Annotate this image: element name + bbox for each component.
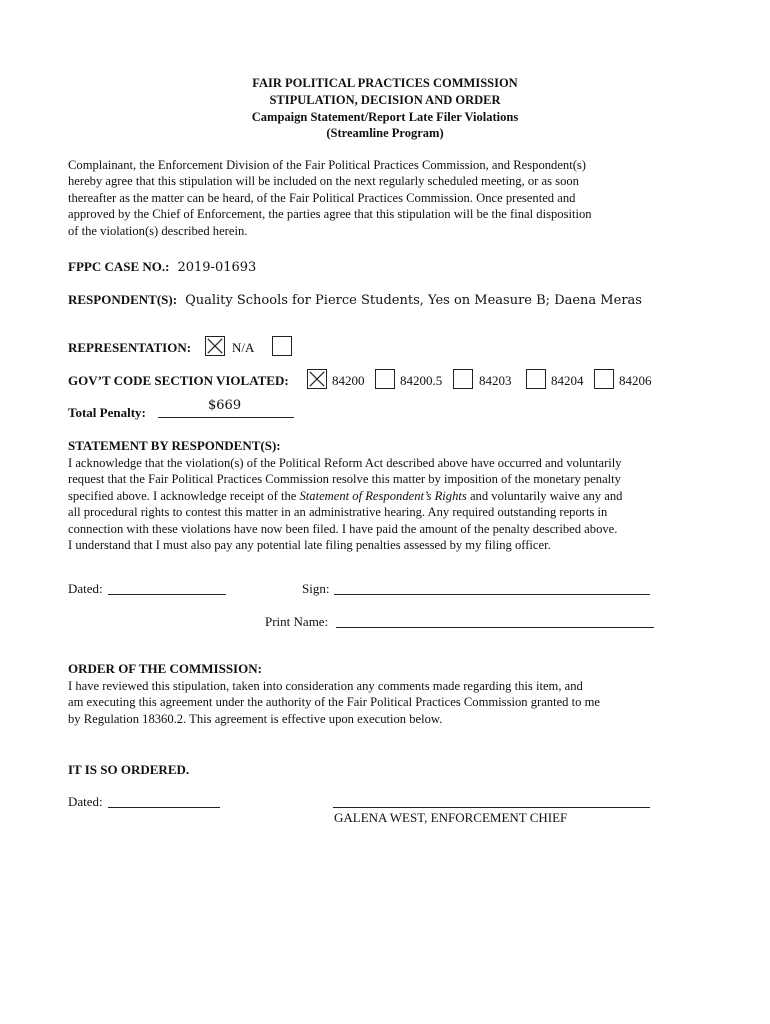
respondent-dated-field[interactable] bbox=[108, 594, 226, 595]
code-84200-5-label: 84200.5 bbox=[400, 373, 443, 388]
code-84203-label: 84203 bbox=[479, 373, 512, 388]
chief-signature-line[interactable] bbox=[333, 807, 650, 808]
header-program: (Streamline Program) bbox=[326, 126, 444, 140]
order-heading: ORDER OF THE COMMISSION: bbox=[68, 661, 262, 676]
code-84206-label: 84206 bbox=[619, 373, 652, 388]
intro-line: Complainant, the Enforcement Division of the Fair Political Practices Commission, and Respondent(s) bbox=[68, 158, 587, 172]
header-title: FAIR POLITICAL PRACTICES COMMISSION bbox=[252, 76, 518, 90]
so-ordered-text: IT IS SO ORDERED. bbox=[68, 762, 190, 777]
statement-heading: STATEMENT BY RESPONDENT(S): bbox=[68, 438, 281, 453]
respondent-print-name-label: Print Name: bbox=[265, 614, 329, 629]
total-penalty-label: Total Penalty: bbox=[68, 405, 146, 420]
case-number-value[interactable]: 2019-01693 bbox=[177, 260, 257, 275]
header-subtitle: STIPULATION, DECISION AND ORDER bbox=[269, 93, 501, 107]
intro-paragraph bbox=[68, 157, 688, 239]
statement-line3-pre: specified above. I acknowledge receipt of the bbox=[68, 488, 300, 503]
case-number-label: FPPC CASE NO.: bbox=[68, 259, 170, 274]
checkmark-x-icon bbox=[308, 370, 326, 388]
respondent-sign-label: Sign: bbox=[302, 581, 330, 596]
statement-paragraph bbox=[68, 455, 688, 553]
checkmark-x-icon bbox=[206, 337, 224, 355]
code-84200-label: 84200 bbox=[332, 373, 365, 388]
intro-line: of the violation(s) described herein. bbox=[68, 223, 248, 238]
statement-line: I acknowledge that the violation(s) of the Political Reform Act described above have occurred and voluntarily bbox=[68, 456, 622, 470]
code-84206-checkbox[interactable] bbox=[594, 369, 614, 389]
statement-line: I understand that I must also pay any potential late filing penalties assessed by my filing officer. bbox=[68, 538, 551, 553]
statement-line bbox=[68, 488, 688, 504]
statement-rights-title: Statement of Respondent’s Rights bbox=[299, 488, 467, 503]
representation-other-checkbox[interactable] bbox=[272, 336, 292, 356]
respondent-value[interactable]: Quality Schools for Pierce Students, Yes on Measure B; Daena Meras bbox=[185, 293, 642, 308]
representation-na-label: N/A bbox=[232, 340, 255, 355]
statement-line: all procedural rights to contest this matter in an administrative hearing. Any required outstanding reports in bbox=[68, 505, 608, 520]
order-dated-label: Dated: bbox=[68, 794, 103, 809]
respondent-print-name-field[interactable] bbox=[336, 627, 654, 628]
intro-line: approved by the Chief of Enforcement, the parties agree that this stipulation will be the final disposition bbox=[68, 207, 592, 222]
statement-line3-post: and voluntarily waive any and bbox=[466, 488, 623, 503]
order-line: I have reviewed this stipulation, taken into consideration any comments made regarding this item, and bbox=[68, 679, 583, 693]
representation-label: REPRESENTATION: bbox=[68, 340, 192, 355]
respondent-dated-label: Dated: bbox=[68, 581, 103, 596]
order-line: am executing this agreement under the authority of the Fair Political Practices Commission granted to me bbox=[68, 695, 600, 710]
respondent-row bbox=[68, 291, 642, 309]
total-penalty-underline bbox=[158, 417, 294, 418]
total-penalty-value[interactable]: $669 bbox=[208, 398, 242, 413]
intro-line: hereby agree that this stipulation will be included on the next regularly scheduled meeting, or as soon bbox=[68, 174, 579, 189]
code-84204-label: 84204 bbox=[551, 373, 584, 388]
order-line: by Regulation 18360.2. This agreement is effective upon execution below. bbox=[68, 711, 443, 726]
chief-name: GALENA WEST, ENFORCEMENT CHIEF bbox=[334, 810, 568, 825]
code-84200-checkbox[interactable] bbox=[307, 369, 327, 389]
case-number-row bbox=[68, 258, 256, 276]
order-dated-field[interactable] bbox=[108, 807, 220, 808]
code-section-label: GOV’T CODE SECTION VIOLATED: bbox=[68, 373, 289, 388]
code-84204-checkbox[interactable] bbox=[526, 369, 546, 389]
statement-line: request that the Fair Political Practices Commission resolve this matter by imposition of the monetary penalty bbox=[68, 472, 621, 487]
header-type: Campaign Statement/Report Late Filer Violations bbox=[251, 110, 519, 124]
intro-line: thereafter as the matter can be heard, of the Fair Political Practices Commission. Once presented and bbox=[68, 190, 576, 205]
respondent-label: RESPONDENT(S): bbox=[68, 292, 178, 307]
code-84200-5-checkbox[interactable] bbox=[375, 369, 395, 389]
order-paragraph bbox=[68, 678, 688, 727]
respondent-sign-field[interactable] bbox=[334, 594, 650, 595]
statement-line: connection with these violations have now been filed. I have paid the amount of the penalty described above. bbox=[68, 521, 618, 536]
representation-na-checkbox[interactable] bbox=[205, 336, 225, 356]
code-84203-checkbox[interactable] bbox=[453, 369, 473, 389]
